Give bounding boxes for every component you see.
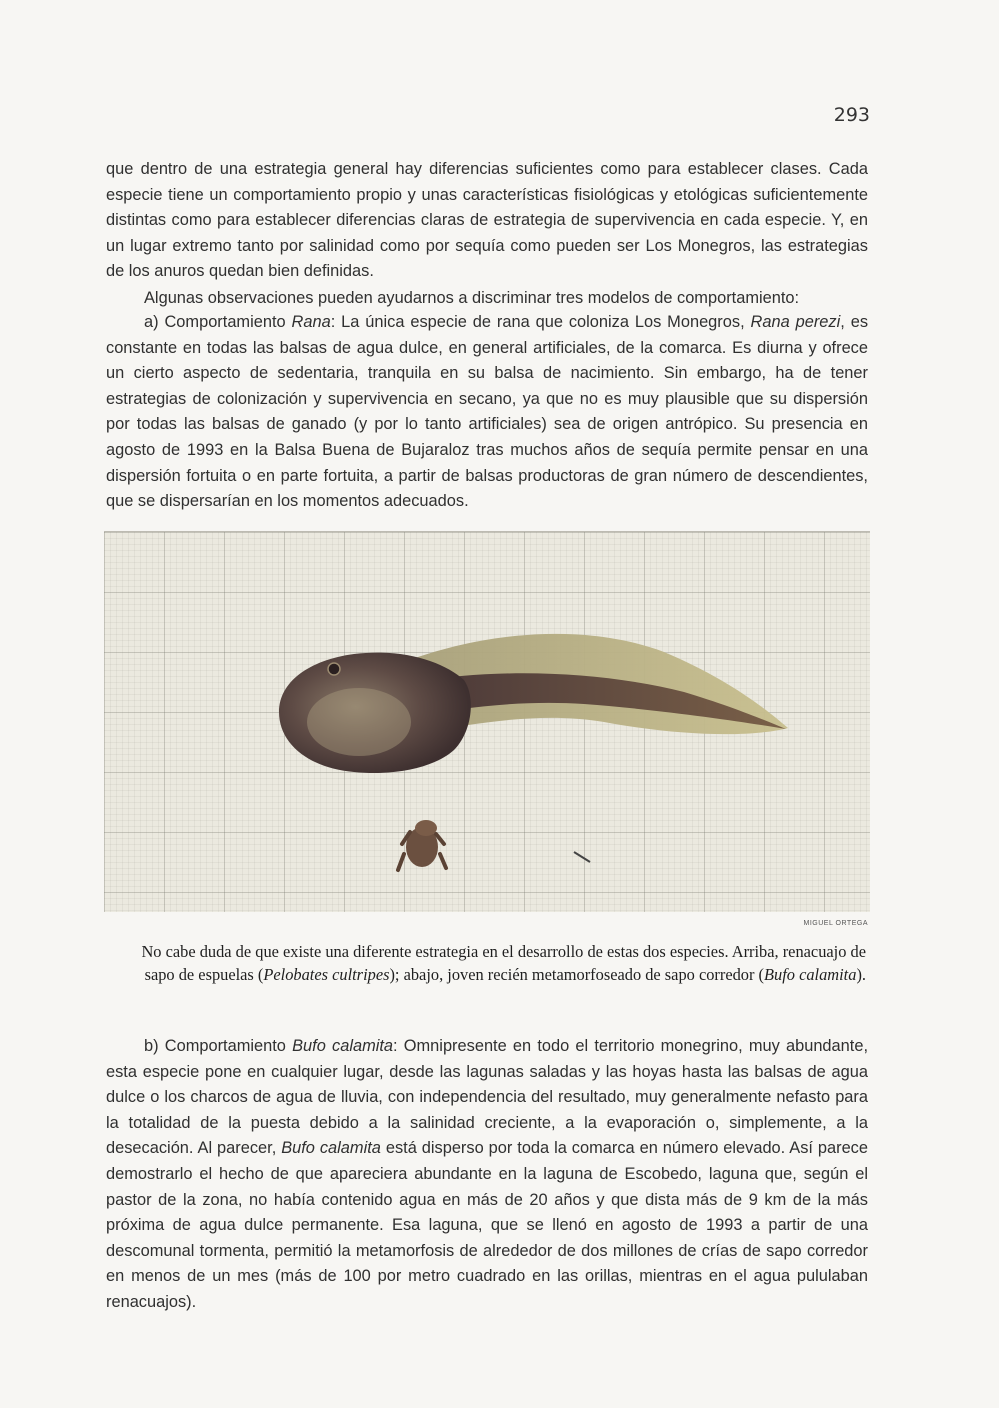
paragraph-1-text: que dentro de una estrategia general hay diferencias suficientes como para establecer clases. Cada especie tiene un comportamiento propio y unas características fisiológicas y etológicas suficientemente distintas como para establecer diferencias claras de estrategia de supervivencia en cada especie. Y, en un lugar extremo tanto por salinidad como por sequía como pueden ser Los Monegros, las estrategias de los anuros quedan bien definidas. bbox=[106, 160, 868, 281]
paragraph-rana-lead: a) Comportamiento bbox=[144, 313, 292, 331]
caption-text-a: No cabe duda de que existe una diferente estrategia en el desarrollo de estas dos especies. Arriba, renacuajo de sapo de espuelas ( bbox=[141, 942, 866, 984]
caption-species-bufo: Bufo calamita bbox=[764, 965, 857, 984]
paragraph-1 bbox=[106, 157, 868, 285]
species-bufo-calamita: Bufo calamita bbox=[292, 1037, 394, 1055]
species-bufo-calamita-2: Bufo calamita bbox=[281, 1139, 381, 1158]
paragraph-bufo-text-a: : Omnipresente en todo el territorio monegrino, muy abundante, esta especie pone en cualquier lugar, desde las lagunas saladas y las hoyas hasta las balsas de agua dulce o los charcos de agua de lluvia, con independencia del resultado, muy generalmente nefasto para la totalidad de la puesta debido a la salinidad creciente, a la evaporación o, simplemente, a la desecación. Al parecer, bbox=[106, 1037, 869, 1158]
caption-species-pelobates: Pelobates cultripes bbox=[263, 965, 390, 984]
paragraph-bufo bbox=[106, 1034, 868, 1316]
paragraph-rana-text-a: : La única especie de rana que coloniza Los Monegros, bbox=[330, 313, 751, 331]
species-rana-perezi: Rana perezi bbox=[750, 313, 841, 331]
paragraph-2-text: Algunas observaciones pueden ayudarnos a discriminar tres modelos de comportamiento: bbox=[144, 289, 800, 307]
paragraph-rana-text-b: , es constante en todas las balsas de agua dulce, en general artificiales, de la comarca. Es diurna y ofrece un cierto aspecto de sedentaria, tranquila en su balsa de nacimiento. Sin embargo, ha de tener estrategias de colonización y supervivencia en secano, ya que no es muy plausible que su dispersión por todas las balsas de ganado (y por lo tanto artificiales) sea de origen antrópico. Su presencia en agosto de 1993 en la Balsa Buena de Bujaraloz tras muchos años de sequía permite pensar en una dispersión fortuita o en parte fortuita, a partir de balsas productoras de gran número de descendientes, que se dispersarían en los momentos adecuados. bbox=[106, 313, 869, 511]
tadpole bbox=[279, 634, 788, 773]
page-number: 293 bbox=[833, 104, 870, 126]
tadpole-belly bbox=[307, 688, 411, 756]
toadlet-head bbox=[415, 820, 437, 836]
small-insect bbox=[574, 852, 590, 862]
caption-text-c: ). bbox=[856, 965, 866, 984]
paragraph-rana bbox=[106, 310, 868, 515]
tadpole-toadlet-photo bbox=[104, 531, 870, 912]
genus-rana: Rana bbox=[291, 313, 331, 331]
toadlet bbox=[398, 820, 446, 870]
photo-credit: MIGUEL ORTEGA bbox=[803, 920, 868, 927]
paragraph-2 bbox=[106, 286, 868, 312]
paragraph-bufo-lead: b) Comportamiento bbox=[144, 1037, 293, 1055]
photo-illustration bbox=[104, 532, 870, 912]
caption-text-b: ); abajo, joven recién metamorfoseado de sapo corredor ( bbox=[389, 965, 765, 984]
paragraph-bufo-text-b: está disperso por toda la comarca en número elevado. Así parece demostrarlo el hecho de que apareciera abundante en la laguna de Escobedo, laguna que, según el pastor de la zona, no había contenido agua en más de 20 años y que dista más de 9 km de la más próxima de agua dulce permanente. Esa laguna, que se llenó en agosto de 1993 a partir de una descomunal tormenta, permitió la metamorfosis de alrededor de dos millones de crías de sapo corredor en menos de un mes (más de 100 por metro cuadrado en las orillas, mientras en el agua pululaban renacuajos). bbox=[106, 1139, 868, 1311]
tadpole-eye bbox=[328, 663, 340, 675]
figure-caption bbox=[140, 940, 866, 986]
